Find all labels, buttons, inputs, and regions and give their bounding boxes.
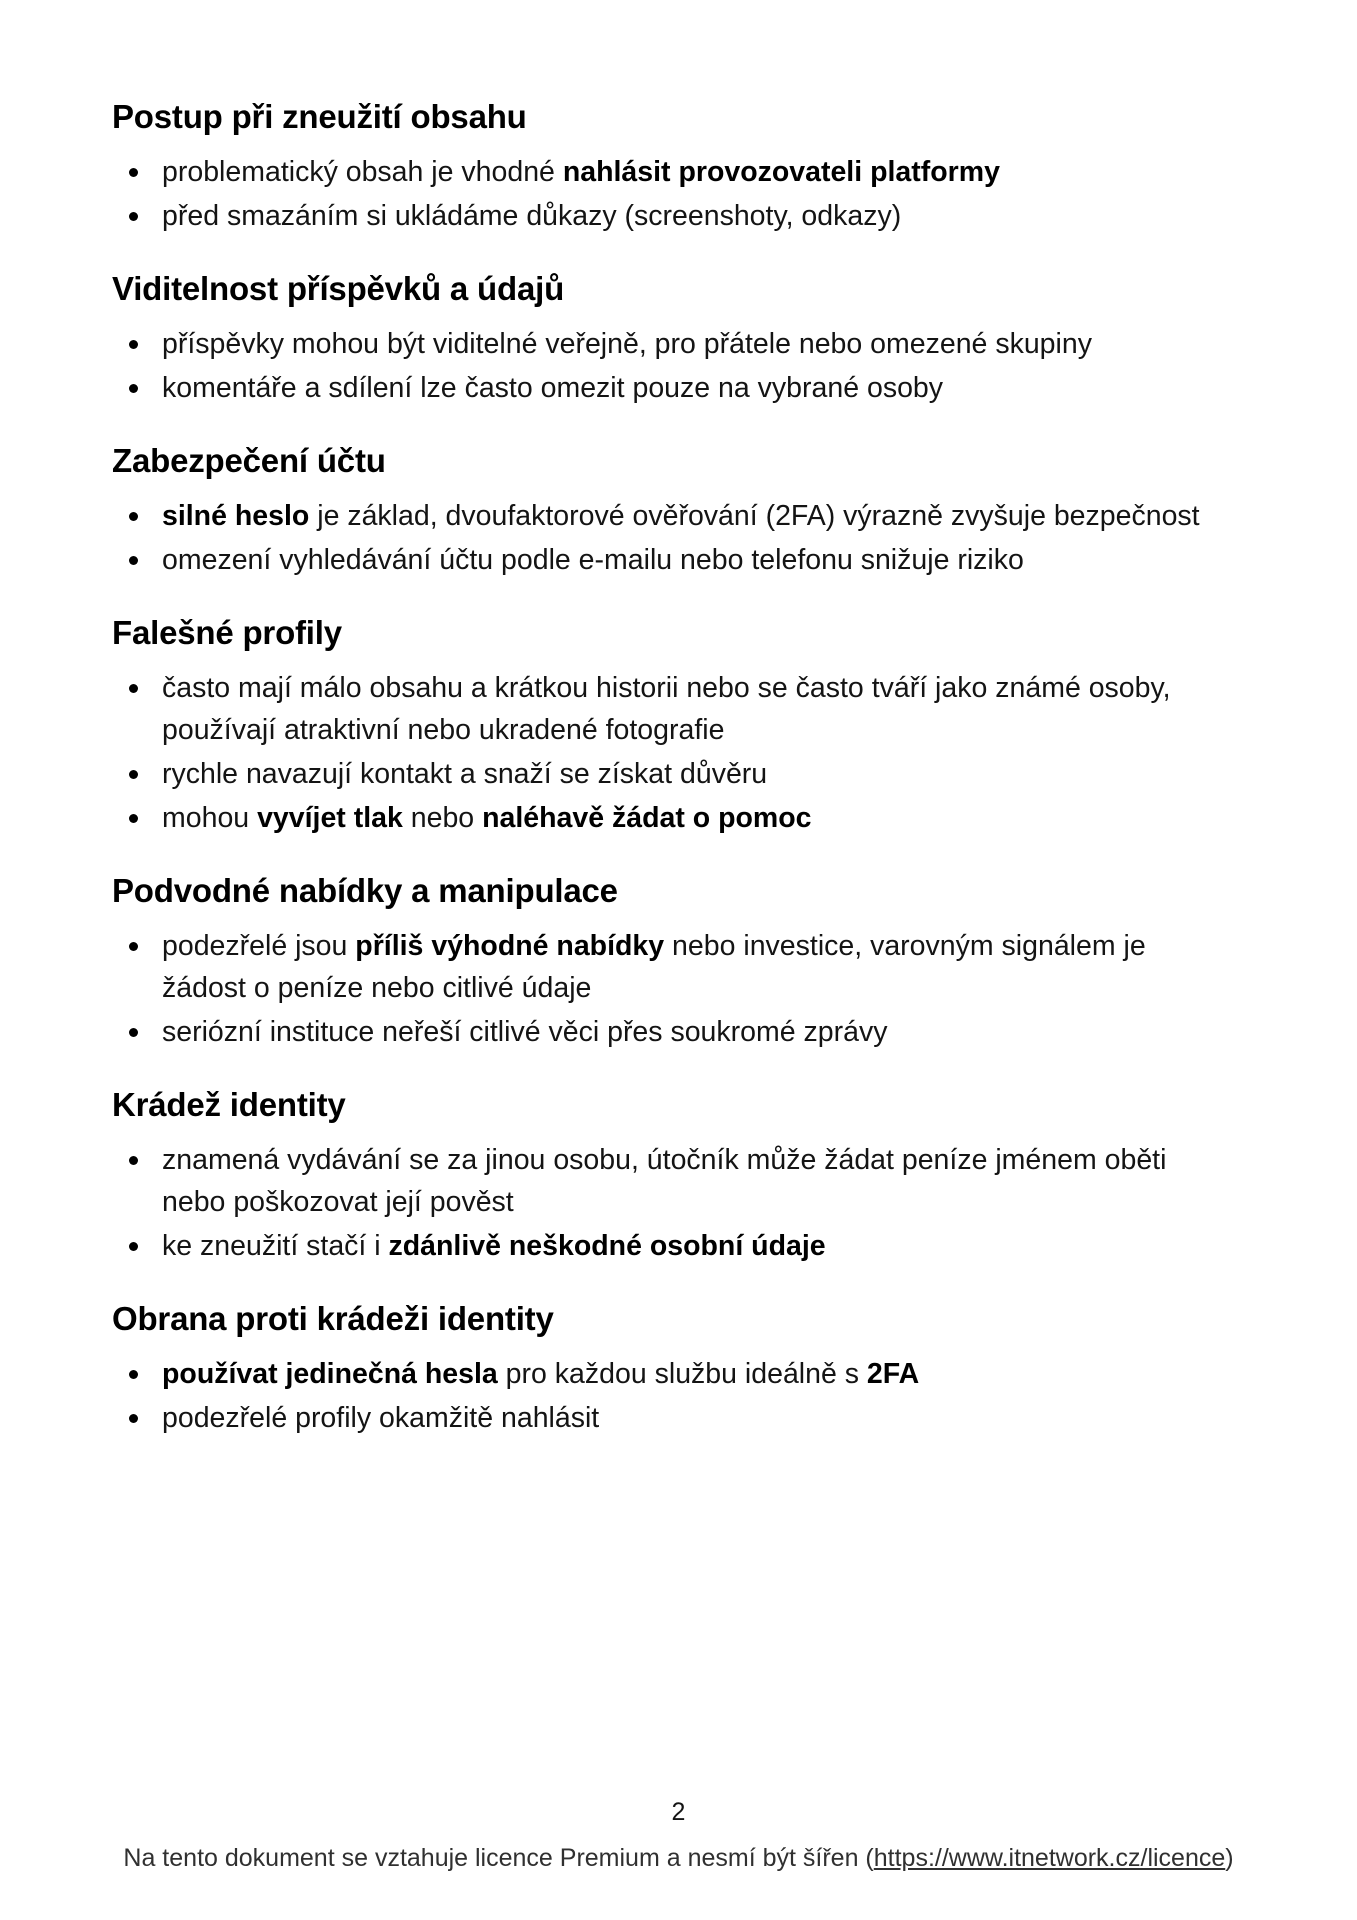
page-number: 2 [671, 1797, 686, 1826]
body-text: často mají málo obsahu a krátkou historii nebo se často tváří jako známé osoby, používají atraktivní nebo ukradené fotografie [162, 672, 1171, 747]
list-item [112, 668, 1222, 752]
body-text: nebo investice, varovným signálem je žádost o peníze nebo citlivé údaje [162, 930, 1146, 1004]
bullet-list [112, 668, 1222, 840]
section-heading: Podvodné nabídky a manipulace [112, 871, 618, 909]
section-viditelnost-prispevku-a-udaju [112, 268, 1222, 410]
section-heading: Falešné profily [112, 614, 342, 652]
body-text: příspěvky mohou být viditelné veřejně, pro přátele nebo omezené skupiny [162, 328, 1092, 361]
bullet-list [112, 1140, 1222, 1268]
list-item [112, 1140, 1222, 1224]
bullet-list [112, 496, 1222, 582]
body-text: podezřelé jsou [162, 930, 356, 963]
bullet-list [112, 152, 1222, 238]
section-kradez-identity [112, 1084, 1222, 1268]
license-prefix-text: Na tento dokument se vztahuje licence Premium a nesmí být šířen ( [123, 1843, 874, 1872]
emphasis-text: silné heslo [162, 500, 310, 533]
emphasis-text: vyvíjet tlak [257, 801, 403, 834]
list-item [112, 1012, 1222, 1054]
section-heading: Viditelnost příspěvků a údajů [112, 270, 565, 308]
list-item [112, 196, 1222, 238]
emphasis-text: naléhavě žádat o pomoc [482, 801, 812, 834]
page-footer [0, 1797, 1357, 1874]
emphasis-text: zdánlivě neškodné osobní údaje [388, 1229, 826, 1262]
list-item [112, 540, 1222, 582]
bullet-list [112, 1354, 1222, 1440]
list-item [112, 152, 1222, 194]
section-podvodne-nabidky-a-manipulace [112, 870, 1222, 1054]
list-item [112, 798, 1222, 840]
body-text: mohou [162, 801, 258, 834]
emphasis-text: používat jedinečná hesla [162, 1357, 498, 1390]
bullet-list [112, 324, 1222, 410]
bullet-list [112, 926, 1222, 1054]
body-text: je základ, dvoufaktorové ověřování (2FA) výrazně zvyšuje bezpečnost [309, 500, 1200, 533]
body-text: omezení vyhledávání účtu podle e-mailu nebo telefonu snižuje riziko [162, 544, 1024, 577]
list-item [112, 324, 1222, 366]
section-obrana-proti-kradezi-identity [112, 1298, 1222, 1440]
body-text: znamená vydávání se za jinou osobu, útočník může žádat peníze jménem oběti nebo poškozovat její pověst [162, 1143, 1167, 1218]
section-postup-pri-zneuziti-obsahu [112, 96, 1222, 238]
emphasis-text: příliš výhodné nabídky [355, 930, 665, 963]
body-text: komentáře a sdílení lze často omezit pouze na vybrané osoby [162, 372, 944, 405]
emphasis-text: nahlásit provozovateli platformy [562, 156, 1000, 189]
body-text: podezřelé profily okamžitě nahlásit [162, 1401, 600, 1434]
section-heading: Zabezpečení účtu [112, 442, 386, 480]
body-text: před smazáním si ukládáme důkazy (screenshoty, odkazy) [162, 200, 902, 233]
document-body [112, 96, 1222, 1444]
body-text: nebo [402, 801, 483, 834]
list-item [112, 1354, 1222, 1396]
body-text: pro každou službu ideálně s [497, 1357, 867, 1390]
list-item [112, 926, 1222, 1010]
section-heading: Postup při zneužití obsahu [112, 98, 527, 135]
body-text: seriózní instituce neřeší citlivé věci přes soukromé zprávy [162, 1015, 888, 1048]
license-link[interactable]: https://www.itnetwork.cz/licence [873, 1843, 1226, 1872]
body-text: rychle navazují kontakt a snaží se získat důvěru [162, 758, 768, 791]
list-item [112, 754, 1222, 796]
license-notice [0, 1843, 1357, 1874]
license-suffix-text: ) [1225, 1843, 1234, 1872]
body-text: ke zneužití stačí i [162, 1229, 389, 1262]
list-item [112, 368, 1222, 410]
list-item [112, 496, 1222, 538]
list-item [112, 1398, 1222, 1440]
section-heading: Obrana proti krádeži identity [112, 1299, 554, 1337]
body-text: problematický obsah je vhodné [162, 156, 563, 189]
list-item [112, 1226, 1222, 1268]
emphasis-text: 2FA [866, 1357, 920, 1390]
section-heading: Krádež identity [112, 1085, 346, 1123]
section-zabezpeceni-uctu [112, 440, 1222, 582]
section-falesne-profily [112, 612, 1222, 840]
